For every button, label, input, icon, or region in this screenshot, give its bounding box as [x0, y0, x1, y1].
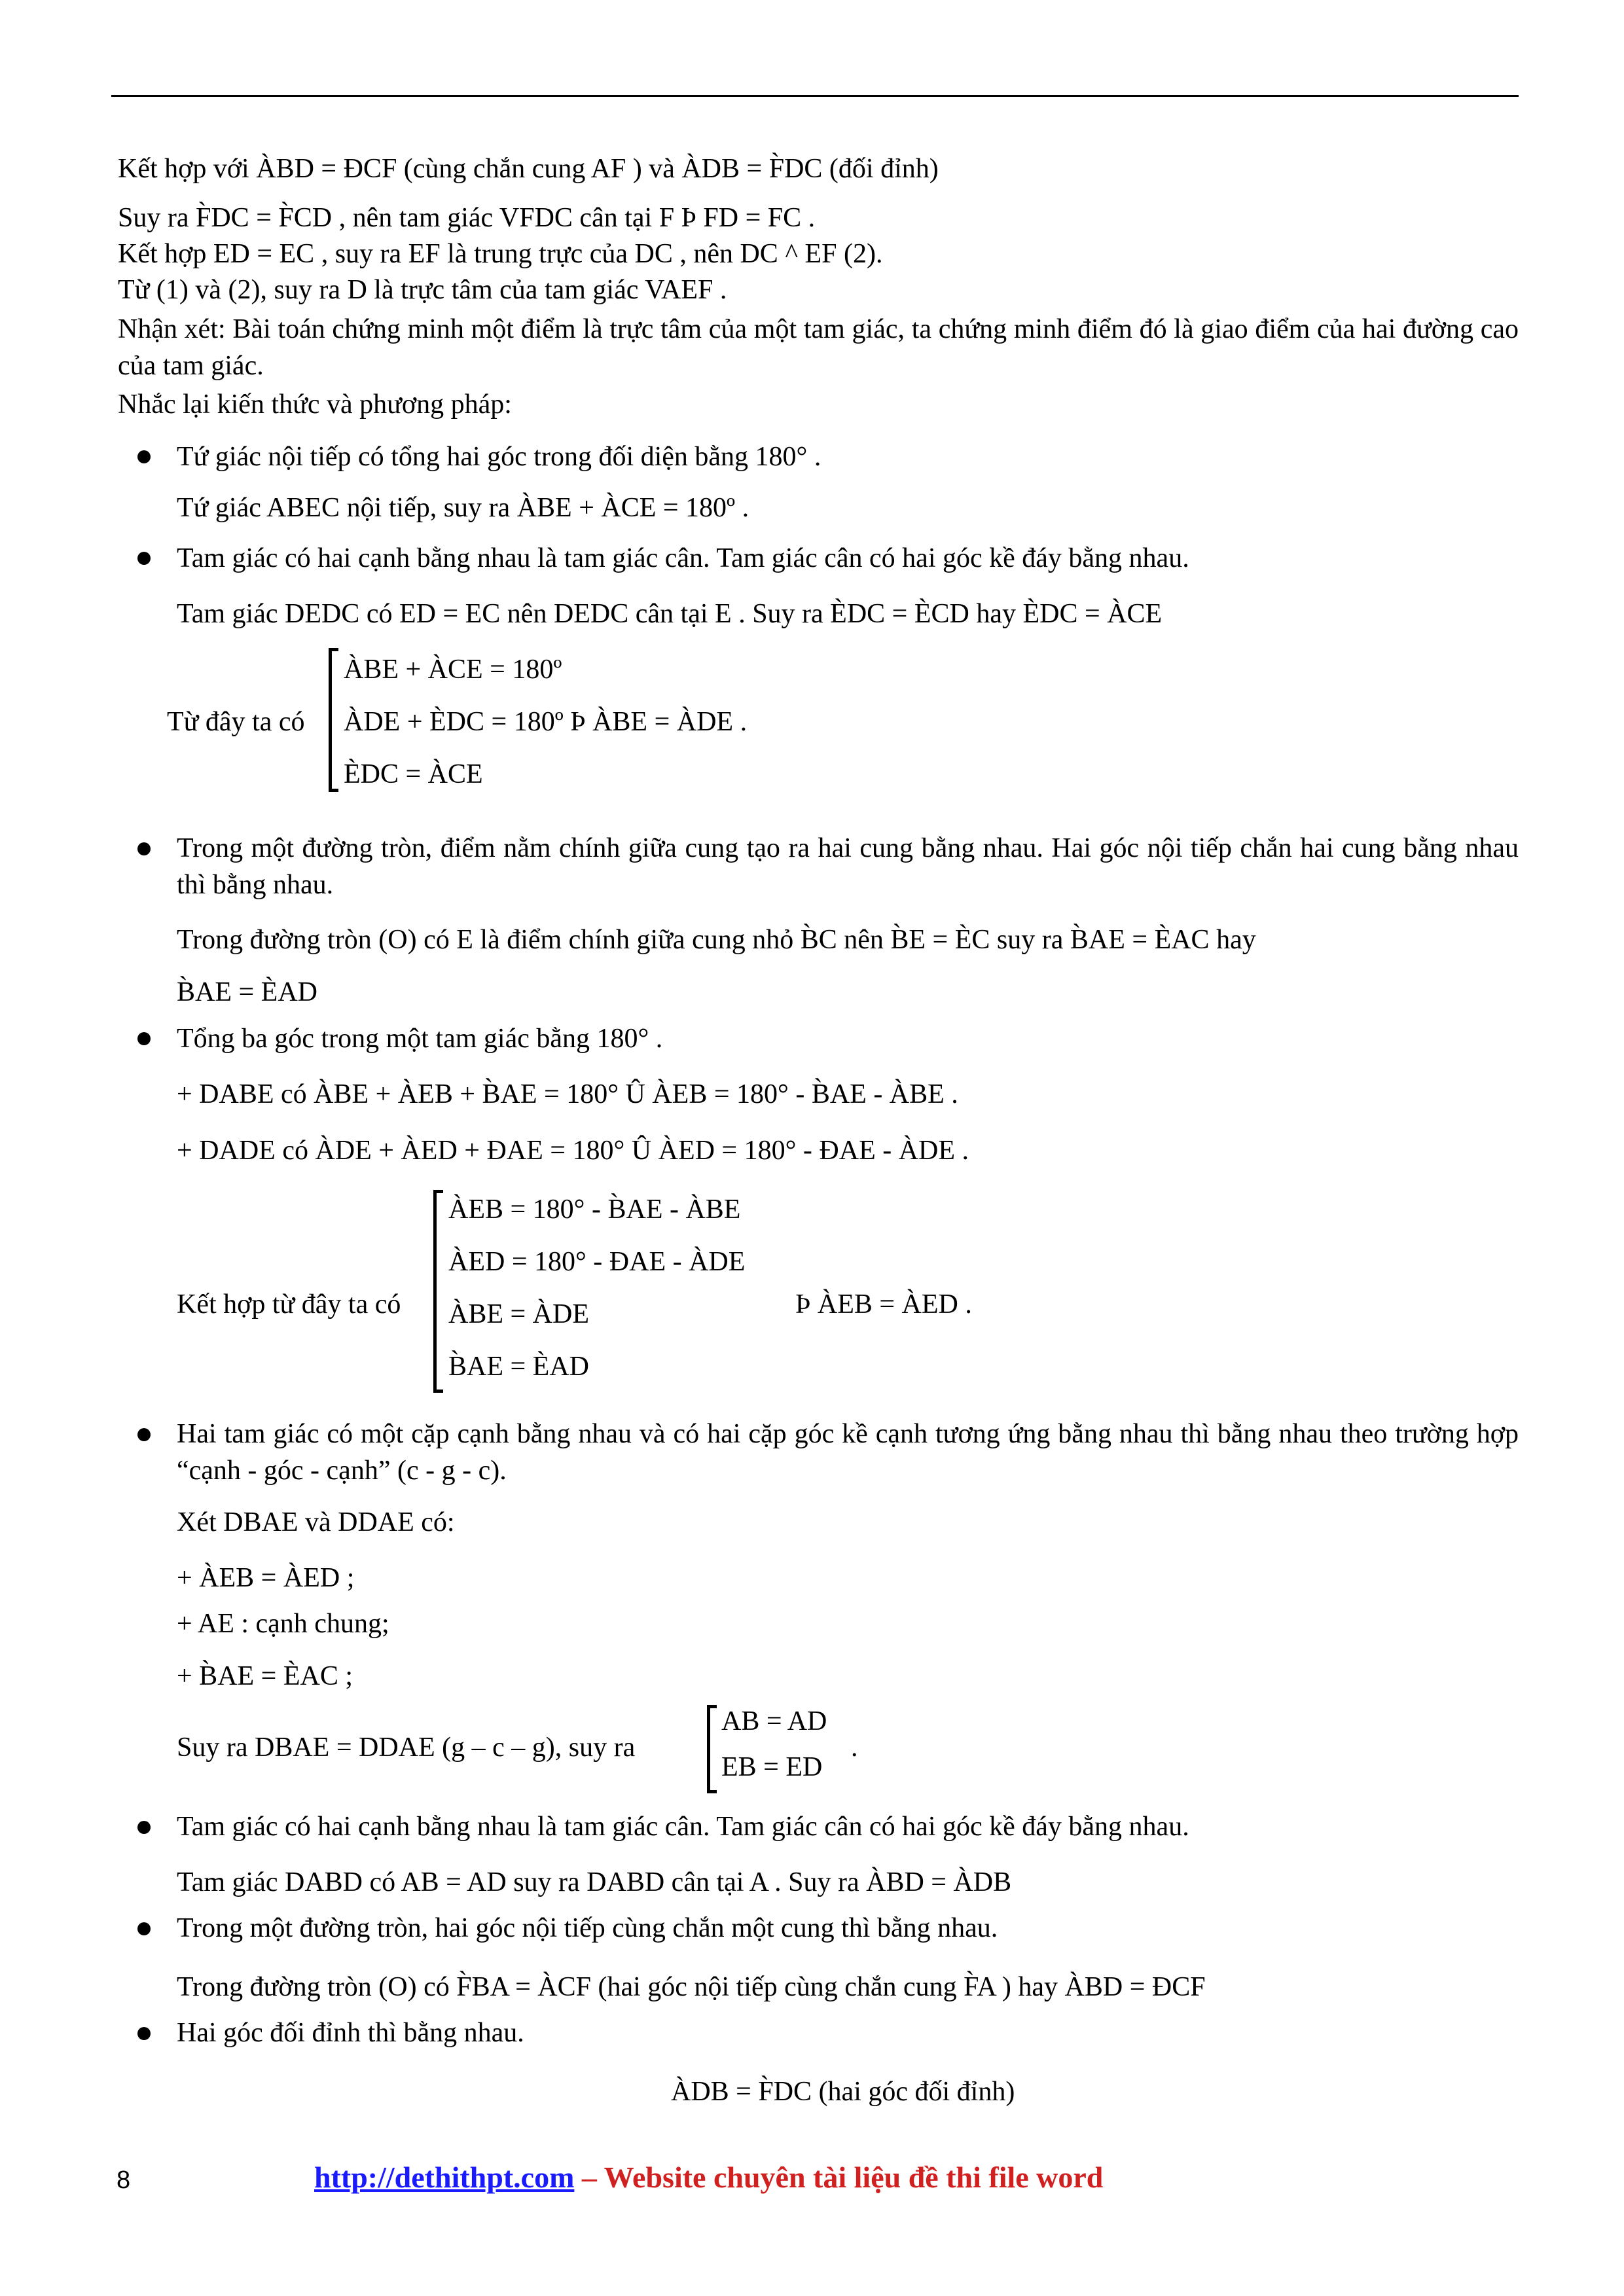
website-link[interactable]: http://dethithpt.com	[314, 2161, 575, 2194]
bullet-icon	[137, 842, 151, 855]
math-line: Tam giác DEDC có ED = EC nên DEDC cân tại E . Suy ra ÈDC = ÈCD hay ÈDC = ÀCE	[177, 599, 1163, 629]
math-line: ÈDC = ÀCE	[344, 759, 483, 789]
bullet-icon	[137, 552, 151, 565]
bullet-icon	[137, 1821, 151, 1834]
bullet-text: Trong một đường tròn, hai góc nội tiếp cùng chắn một cung thì bằng nhau.	[177, 1913, 998, 1943]
paragraph: Suy ra F̀DC = F̀CD , nên tam giác VFDC cân tại F Þ FD = FC .	[118, 203, 816, 233]
math-prefix: Từ đây ta có	[167, 707, 305, 737]
bullet-text: Trong một đường tròn, điểm nằm chính giữa cung tạo ra hai cung bằng nhau. Hai góc nội tiếp chắn hai cung bằng nhau thì bằng nhau.	[177, 833, 1519, 900]
math-line: B̀AE = ÈAD	[177, 977, 318, 1007]
math-line: ÀEB = 180° - B̀AE - ÀBE	[448, 1194, 741, 1225]
page-number: 8	[117, 2166, 131, 2194]
bullet-icon	[137, 1922, 151, 1935]
paragraph: Nhận xét: Bài toán chứng minh một điểm là trực tâm của một tam giác, ta chứng minh điểm đó là giao điểm của hai đường cao của tam giác.	[118, 314, 1519, 381]
paragraph: Kết hợp ED = EC , suy ra EF là trung trực của DC , nên DC ^ EF (2).	[118, 239, 883, 269]
bullet-icon	[137, 2027, 151, 2040]
math-line: AB = AD	[721, 1706, 827, 1736]
bullet-icon	[137, 1032, 151, 1045]
math-line: .	[851, 1732, 858, 1763]
bullet-text: Tam giác có hai cạnh bằng nhau là tam giác cân. Tam giác cân có hai góc kề đáy bằng nhau.	[177, 543, 1189, 573]
bullet-icon	[137, 1428, 151, 1441]
bullet-text: Hai góc đối đỉnh thì bằng nhau.	[177, 2018, 524, 2048]
math-line: Trong đường tròn (O) có E là điểm chính giữa cung nhỏ B̀C nên B̀E = ÈC suy ra B̀AE = ÈAC hay	[177, 925, 1256, 955]
paragraph: Kết hợp với ÀBD = ĐCF (cùng chắn cung AF ) và ÀDB = F̀DC (đối đỉnh)	[118, 154, 939, 184]
system-brace	[329, 648, 338, 792]
bullet-text: Hai tam giác có một cặp cạnh bằng nhau và có hai cặp góc kề cạnh tương ứng bằng nhau thì bằng nhau theo trường hợp “cạnh - góc - cạnh” (c - g - c).	[177, 1419, 1519, 1486]
math-line: ÀBE = ÀDE	[448, 1299, 590, 1329]
math-line: Þ ÀEB = ÀED .	[795, 1289, 972, 1319]
bullet-text: Tam giác có hai cạnh bằng nhau là tam giác cân. Tam giác cân có hai góc kề đáy bằng nhau.	[177, 1812, 1189, 1842]
paragraph: Nhắc lại kiến thức và phương pháp:	[118, 389, 512, 420]
system-brace	[433, 1190, 443, 1393]
bullet-icon	[137, 450, 151, 463]
footer-text: – Website chuyên tài liệu đề thi file word	[574, 2161, 1104, 2194]
math-prefix: Suy ra DBAE = DDAE (g – c – g), suy ra	[177, 1732, 636, 1763]
math-line: Trong đường tròn (O) có F̀BA = ÀCF (hai góc nội tiếp cùng chắn cung F̀A ) hay ÀBD = ĐCF	[177, 1972, 1206, 2002]
bullet-text: Tứ giác nội tiếp có tổng hai góc trong đối diện bằng 180° .	[177, 442, 821, 472]
footer-banner	[314, 2160, 1103, 2195]
math-line: + ÀEB = ÀED ;	[177, 1563, 355, 1593]
math-line: Tam giác DABD có AB = AD suy ra DABD cân tại A . Suy ra ÀBD = ÀDB	[177, 1867, 1012, 1897]
math-line: Xét DBAE và DDAE có:	[177, 1507, 455, 1537]
math-line: + AE : cạnh chung;	[177, 1609, 389, 1639]
math-line: EB = ED	[721, 1752, 823, 1782]
math-line: + DABE có ÀBE + ÀEB + B̀AE = 180° Û ÀEB = 180° - B̀AE - ÀBE .	[177, 1079, 958, 1109]
bullet-text: Tổng ba góc trong một tam giác bằng 180° .	[177, 1024, 663, 1054]
math-line: ÀDB = F̀DC (hai góc đối đỉnh)	[671, 2077, 1015, 2107]
system-brace	[707, 1705, 717, 1793]
math-line: Tứ giác ABEC nội tiếp, suy ra ÀBE + ÀCE = 180º .	[177, 493, 749, 523]
math-line: + DADE có ÀDE + ÀED + ĐAE = 180° Û ÀED = 180° - ĐAE - ÀDE .	[177, 1136, 969, 1166]
paragraph: Từ (1) và (2), suy ra D là trực tâm của tam giác VAEF .	[118, 275, 727, 305]
math-line: B̀AE = ÈAD	[448, 1352, 590, 1382]
math-prefix: Kết hợp từ đây ta có	[177, 1289, 401, 1319]
math-line: + B̀AE = ÈAC ;	[177, 1661, 353, 1691]
math-line: ÀBE + ÀCE = 180º	[344, 655, 562, 685]
math-line: ÀED = 180° - ĐAE - ÀDE	[448, 1247, 746, 1277]
header-rule	[111, 95, 1519, 97]
math-line: ÀDE + ÈDC = 180º Þ ÀBE = ÀDE .	[344, 707, 748, 737]
